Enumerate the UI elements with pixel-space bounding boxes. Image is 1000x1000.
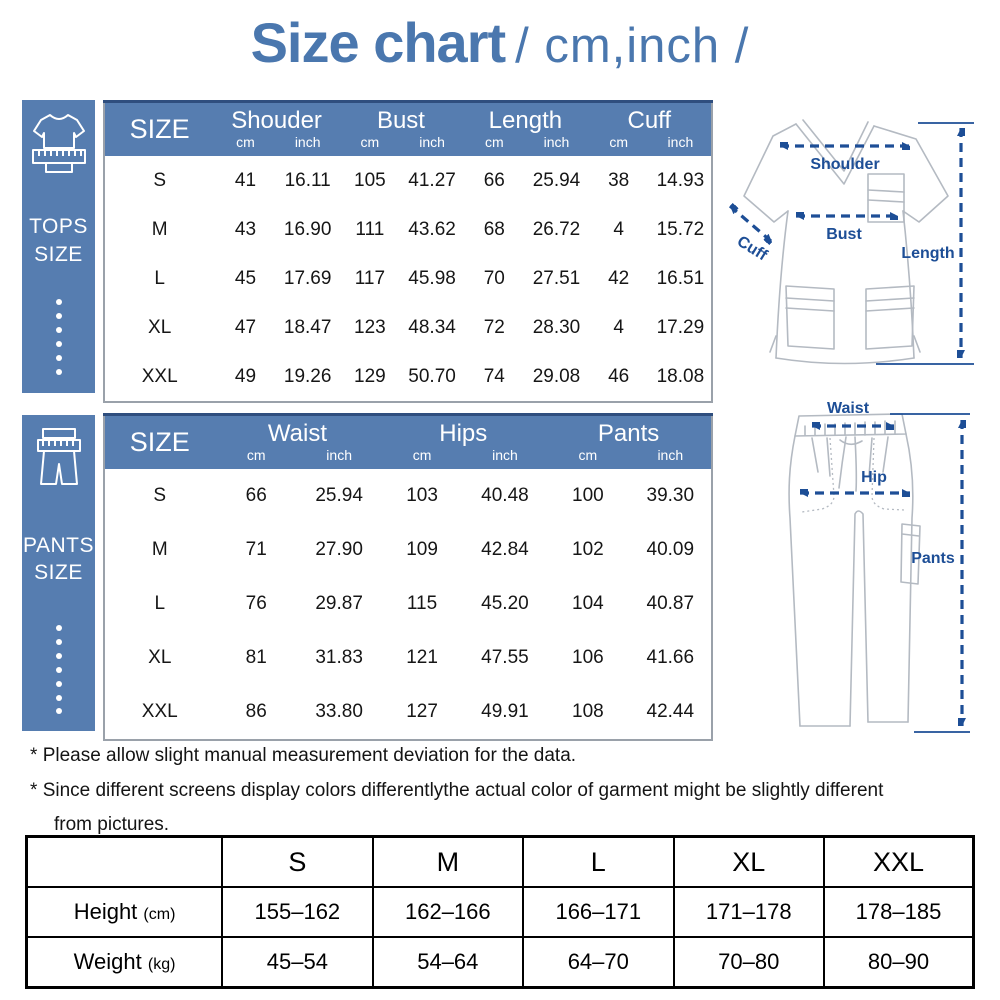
value-cell: 31.83	[298, 631, 380, 685]
size-cell: M	[104, 523, 215, 577]
value-cell: 47	[214, 303, 276, 352]
size-cell: S	[104, 469, 215, 523]
value-cell: 18.08	[650, 352, 712, 402]
scrub-top-diagram	[716, 96, 996, 409]
value-cell: 178–185	[824, 887, 974, 937]
value-cell: 46	[588, 352, 650, 402]
value-cell: 49.91	[464, 685, 546, 740]
table-row	[104, 205, 712, 254]
value-cell: 162–166	[373, 887, 523, 937]
value-cell: 42	[588, 254, 650, 303]
value-cell: 26.72	[525, 205, 587, 254]
value-cell: 117	[339, 254, 401, 303]
value-cell: 40.87	[630, 577, 712, 631]
page-title-suffix: / cm,inch /	[515, 19, 750, 73]
unit-cm: cm	[546, 447, 629, 469]
value-cell: 45.20	[464, 577, 546, 631]
value-cell: 41.27	[401, 156, 463, 205]
value-cell: 86	[215, 685, 298, 740]
tops-col-cuff: Cuff	[588, 102, 712, 135]
pants-length-label: Pants	[911, 550, 955, 567]
unit-inch: inch	[277, 134, 339, 156]
value-cell: 42.84	[464, 523, 546, 577]
value-cell: 41	[214, 156, 276, 205]
size-col-header: XL	[674, 837, 824, 888]
value-cell: 39.30	[630, 469, 712, 523]
cuff-arrow	[730, 206, 772, 242]
unit-cm: cm	[214, 134, 276, 156]
hip-label: Hip	[861, 469, 887, 486]
length-label: Length	[901, 245, 955, 262]
scrub-pants-diagram	[722, 396, 1000, 746]
size-cell: L	[104, 254, 214, 303]
tops-size-table	[103, 100, 713, 403]
value-cell: 115	[380, 577, 463, 631]
size-cell: XL	[104, 631, 215, 685]
corner-cell	[27, 837, 223, 888]
value-cell: 76	[215, 577, 298, 631]
value-cell: 54–64	[373, 937, 523, 988]
value-cell: 49	[214, 352, 276, 402]
value-cell: 19.26	[277, 352, 339, 402]
table-row	[104, 685, 712, 740]
unit-inch: inch	[464, 447, 546, 469]
value-cell: 171–178	[674, 887, 824, 937]
size-cell: M	[104, 205, 214, 254]
weight-row-label: Weight (kg)	[27, 937, 223, 988]
size-cell: XXL	[104, 685, 215, 740]
pants-col-waist: Waist	[215, 415, 381, 448]
unit-inch: inch	[401, 134, 463, 156]
size-col-header: S	[222, 837, 372, 888]
value-cell: 25.94	[525, 156, 587, 205]
pants-measure-icon	[31, 427, 87, 494]
value-cell: 100	[546, 469, 629, 523]
value-cell: 70	[463, 254, 525, 303]
value-cell: 103	[380, 469, 463, 523]
tops-col-bust: Bust	[339, 102, 463, 135]
tops-panel-label: TOPS SIZE	[29, 215, 88, 266]
unit-inch: inch	[630, 447, 712, 469]
table-row	[104, 352, 712, 402]
value-cell: 104	[546, 577, 629, 631]
value-cell: 15.72	[650, 205, 712, 254]
value-cell: 17.69	[277, 254, 339, 303]
size-cell: L	[104, 577, 215, 631]
value-cell: 129	[339, 352, 401, 402]
value-cell: 155–162	[222, 887, 372, 937]
note-line: * Please allow slight manual measurement deviation for the data.	[30, 745, 577, 766]
value-cell: 40.48	[464, 469, 546, 523]
value-cell: 17.29	[650, 303, 712, 352]
table-row	[104, 577, 712, 631]
unit-cm: cm	[380, 447, 463, 469]
unit-inch: inch	[525, 134, 587, 156]
value-cell: 25.94	[298, 469, 380, 523]
value-cell: 68	[463, 205, 525, 254]
vertical-dots-icon	[54, 624, 64, 719]
value-cell: 70–80	[674, 937, 824, 988]
value-cell: 29.87	[298, 577, 380, 631]
tshirt-measure-icon	[31, 112, 87, 183]
tops-side-panel	[22, 100, 95, 393]
value-cell: 43	[214, 205, 276, 254]
table-row	[27, 937, 974, 988]
pocket-stitch-lines	[802, 438, 904, 512]
size-col-header: L	[523, 837, 673, 888]
value-cell: 4	[588, 205, 650, 254]
value-cell: 50.70	[401, 352, 463, 402]
table-row	[104, 523, 712, 577]
value-cell: 81	[215, 631, 298, 685]
tops-size-header: SIZE	[104, 102, 214, 157]
value-cell: 4	[588, 303, 650, 352]
value-cell: 109	[380, 523, 463, 577]
scrub-pants-outline	[789, 414, 920, 726]
table-row	[104, 254, 712, 303]
pants-side-panel	[22, 415, 95, 731]
pants-panel-label: PANTS SIZE	[23, 533, 94, 584]
tops-col-shoulder: Shouder	[214, 102, 338, 135]
value-cell: 108	[546, 685, 629, 740]
value-cell: 123	[339, 303, 401, 352]
height-weight-table	[25, 835, 975, 989]
value-cell: 106	[546, 631, 629, 685]
value-cell: 38	[588, 156, 650, 205]
value-cell: 41.66	[630, 631, 712, 685]
value-cell: 166–171	[523, 887, 673, 937]
table-row	[104, 303, 712, 352]
value-cell: 33.80	[298, 685, 380, 740]
value-cell: 45.98	[401, 254, 463, 303]
size-cell: XL	[104, 303, 214, 352]
pants-col-hips: Hips	[380, 415, 546, 448]
value-cell: 72	[463, 303, 525, 352]
height-row-label: Height (cm)	[27, 887, 223, 937]
note-line-continued: from pictures.	[54, 814, 170, 836]
value-cell: 80–90	[824, 937, 974, 988]
unit-inch: inch	[650, 134, 712, 156]
value-cell: 16.90	[277, 205, 339, 254]
unit-cm: cm	[215, 447, 298, 469]
value-cell: 127	[380, 685, 463, 740]
tops-col-length: Length	[463, 102, 587, 135]
cuff-label: Cuff	[733, 232, 771, 265]
value-cell: 16.11	[277, 156, 339, 205]
value-cell: 45–54	[222, 937, 372, 988]
page-title-main: Size chart	[250, 11, 506, 74]
bust-label: Bust	[826, 226, 862, 243]
table-row	[104, 631, 712, 685]
value-cell: 42.44	[630, 685, 712, 740]
value-cell: 71	[215, 523, 298, 577]
size-col-header: XXL	[824, 837, 974, 888]
value-cell: 64–70	[523, 937, 673, 988]
value-cell: 28.30	[525, 303, 587, 352]
value-cell: 16.51	[650, 254, 712, 303]
pants-col-pants: Pants	[546, 415, 712, 448]
value-cell: 111	[339, 205, 401, 254]
size-cell: S	[104, 156, 214, 205]
value-cell: 29.08	[525, 352, 587, 402]
value-cell: 74	[463, 352, 525, 402]
value-cell: 121	[380, 631, 463, 685]
value-cell: 14.93	[650, 156, 712, 205]
table-row	[27, 887, 974, 937]
value-cell: 105	[339, 156, 401, 205]
unit-inch: inch	[298, 447, 380, 469]
value-cell: 27.90	[298, 523, 380, 577]
shoulder-label: Shoulder	[810, 156, 880, 173]
table-row	[104, 156, 712, 205]
note-line: * Since different screens display colors differentlythe actual color of garment might be slightly different	[30, 779, 884, 801]
pants-size-header: SIZE	[104, 415, 215, 470]
value-cell: 18.47	[277, 303, 339, 352]
value-cell: 45	[214, 254, 276, 303]
unit-cm: cm	[463, 134, 525, 156]
vertical-dots-icon	[54, 298, 64, 381]
page-title	[0, 10, 1000, 75]
notes	[30, 743, 975, 838]
value-cell: 27.51	[525, 254, 587, 303]
unit-cm: cm	[339, 134, 401, 156]
value-cell: 48.34	[401, 303, 463, 352]
value-cell: 102	[546, 523, 629, 577]
size-cell: XXL	[104, 352, 214, 402]
waist-label: Waist	[826, 400, 870, 417]
value-cell: 40.09	[630, 523, 712, 577]
value-cell: 66	[463, 156, 525, 205]
pants-size-table	[103, 413, 713, 741]
value-cell: 43.62	[401, 205, 463, 254]
table-row	[104, 469, 712, 523]
size-col-header: M	[373, 837, 523, 888]
unit-cm: cm	[588, 134, 650, 156]
value-cell: 47.55	[464, 631, 546, 685]
value-cell: 66	[215, 469, 298, 523]
